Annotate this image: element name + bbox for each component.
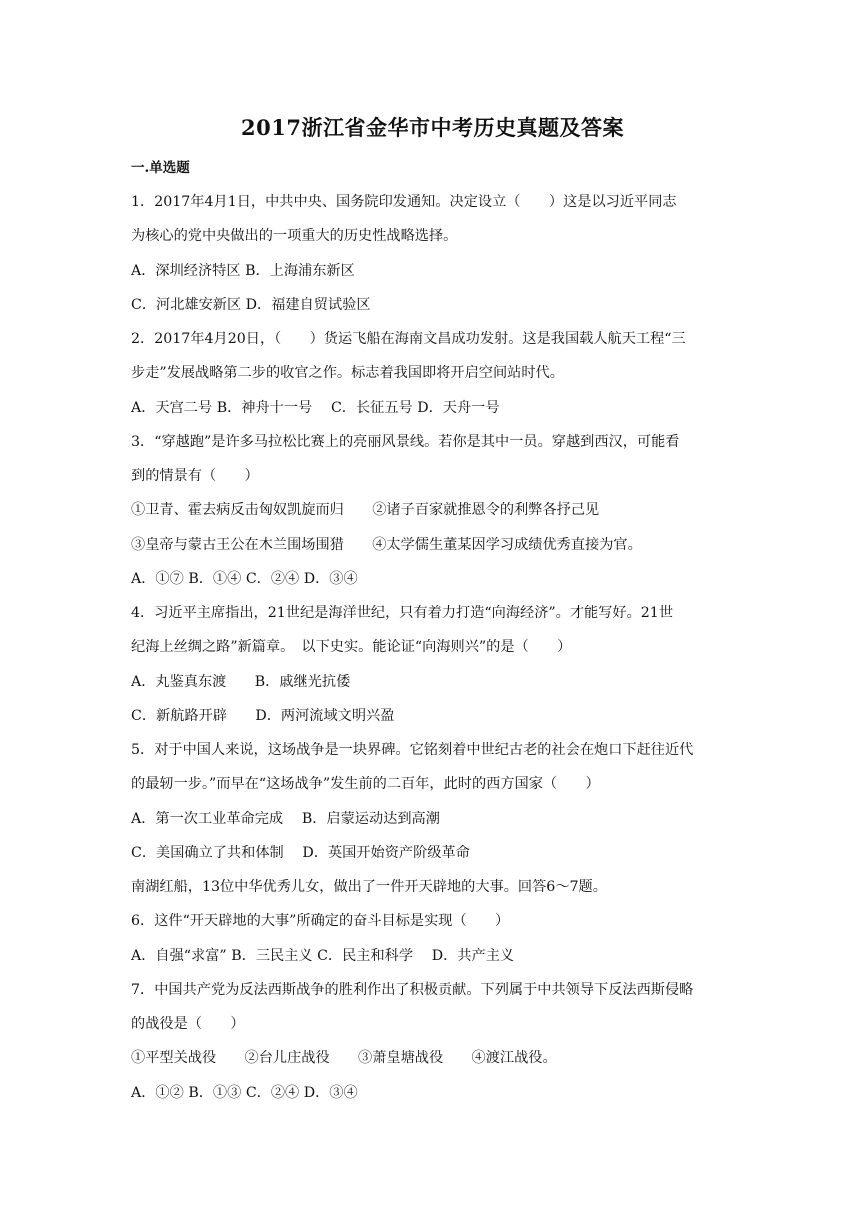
question-7-line-1: 7．中国共产党为反法西斯战争的胜利作出了积极贡献。下列属于中共领导下反法西斯侵略: [131, 982, 694, 998]
question-5-options-cd: C．美国确立了共和体制 D．英国开始资产阶级革命: [131, 845, 470, 861]
question-2-options: A．天宫二号 B．神舟十一号 C．长征五号 D．天舟一号: [131, 400, 500, 416]
material-intro: 南湖红船，13位中华优秀儿女，做出了一件开天辟地的大事。回答6～7题。: [131, 879, 607, 895]
question-3-statements-34: ③皇帝与蒙古王公在木兰围场围猎 ④太学儒生董某因学习成绩优秀直接为官。: [131, 537, 642, 553]
question-4-options-ab: A．丸鉴真东渡 B．戚继光抗倭: [131, 674, 351, 690]
question-5-line-2: 的最轫一步。”而早在“这场战争”发生前的二百年，此时的西方国家（ ）: [131, 776, 600, 792]
section-heading: 一.单选题: [131, 160, 190, 176]
question-3-options: A．①⑦ B．①④ C．②④ D．③④: [131, 571, 358, 587]
question-7-line-2: 的战役是（ ）: [131, 1016, 245, 1032]
question-1-options-cd: C．河北雄安新区 D．福建自贸试验区: [131, 297, 371, 313]
question-4-line-2: 纪海上丝绸之路”新篇章。 以下史实。能论证“向海则兴”的是（ ）: [131, 639, 572, 655]
question-6-options: A．自强“求富” B．三民主义 C．民主和科学 D．共产主义: [131, 948, 515, 964]
question-5-options-ab: A．第一次工业革命完成 B．启蒙运动达到高潮: [131, 811, 440, 827]
question-3-statements-12: ①卫青、霍去病反击匈奴凯旋而归 ②诸子百家就推恩令的利弊各抒己见: [131, 502, 600, 518]
question-3-line-1: 3．“穿越跑”是许多马拉松比赛上的亮丽风景线。若你是其中一员。穿越到西汉，可能看: [131, 434, 680, 450]
question-4-line-1: 4．习近平主席指出，21世纪是海洋世纪，只有着力打造“向海经济”。才能写好。21世: [131, 605, 674, 621]
question-1-line-2: 为核心的党中央做出的一项重大的历史性战略选择。: [131, 228, 458, 244]
question-6-line-1: 6．这件“开天辟地的大事”所确定的奋斗目标是实现（ ）: [131, 913, 510, 929]
question-4-options-cd: C．新航路开辟 D．两河流域文明兴盈: [131, 708, 395, 724]
question-2-line-2: 步走”发展战略第二步的收官之作。标志着我国即将开启空间站时代。: [131, 365, 564, 381]
question-2-line-1: 2．2017年4月20日，（ ）货运飞船在海南文昌成功发射。这是我国载人航天工程“三: [131, 331, 686, 347]
question-1-line-1: 1．2017年4月1日，中共中央、国务院印发通知。决定设立（ ）这是以习近平同志: [131, 194, 677, 210]
question-7-statements: ①平型关战役 ②台儿庄战役 ③萧皇塘战役 ④渡江战役。: [131, 1050, 557, 1066]
question-5-line-1: 5．对于中国人来说，这场战争是一块界碑。它铭刻着中世纪古老的社会在炮口下赶往近代: [131, 742, 694, 758]
question-1-options-ab: A．深圳经济特区 B．上海浦东新区: [131, 263, 355, 279]
page-title: 2017浙江省金华市中考历史真题及答案: [241, 115, 624, 140]
question-7-options: A．①② B．①③ C．②④ D．③④: [131, 1085, 358, 1101]
question-3-line-2: 到的情景有（ ）: [131, 468, 259, 484]
